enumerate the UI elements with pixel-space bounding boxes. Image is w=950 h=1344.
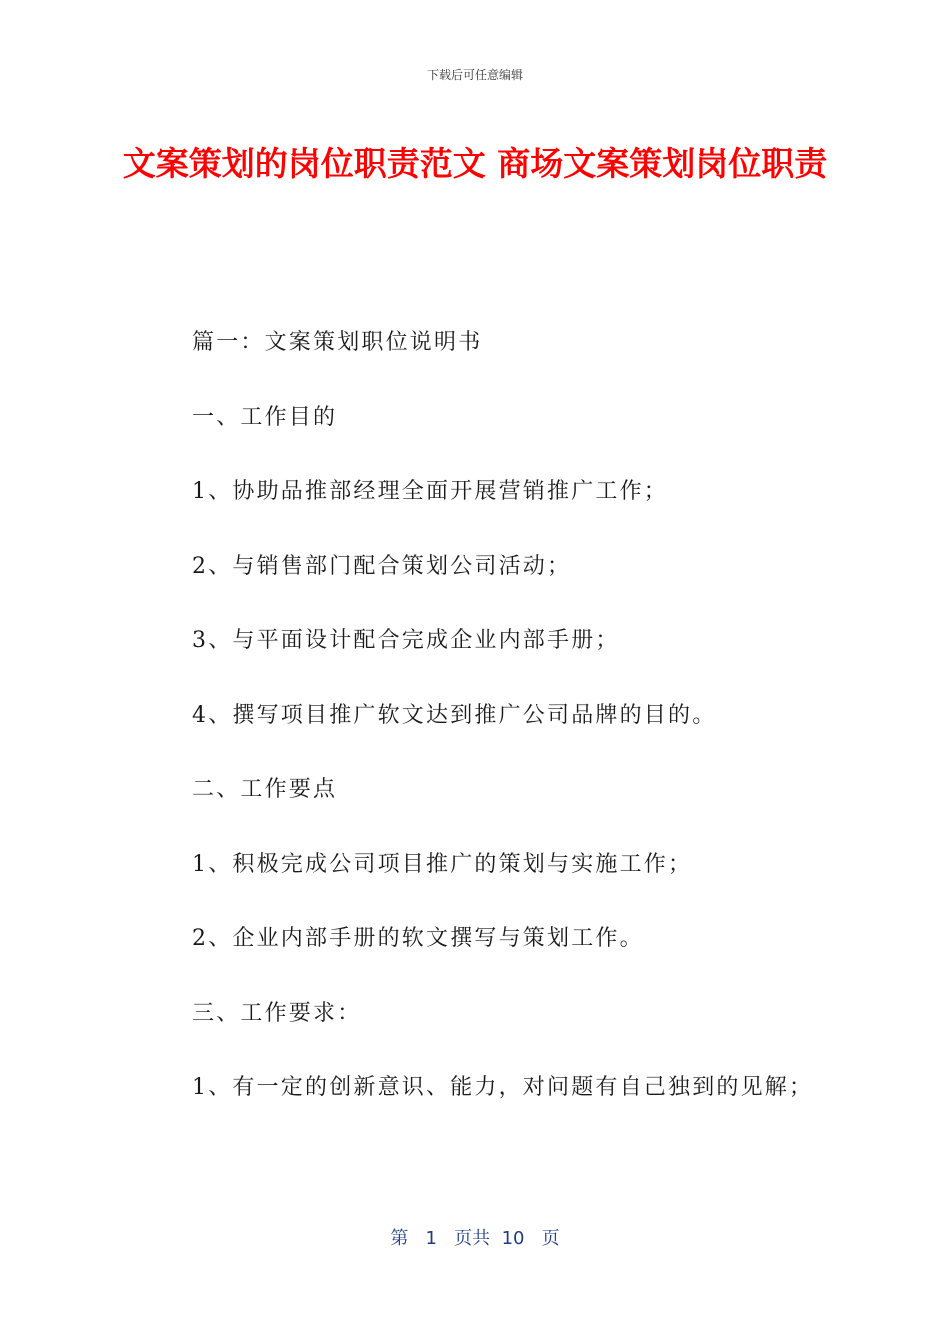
header-note: 下载后可任意编辑: [426, 68, 523, 82]
body-line: 二、工作要点: [192, 777, 338, 802]
document-body: [192, 325, 832, 1145]
body-line: 2、与销售部门配合策划公司活动；: [192, 553, 572, 579]
footer-prefix: 第: [390, 1228, 409, 1249]
body-line: 篇一：文案策划职位说明书: [192, 330, 483, 355]
footer-total-pages: 10: [501, 1228, 525, 1249]
body-line: 1、协助品推部经理全面开展营销推广工作；: [192, 479, 668, 504]
footer-middle: 页共: [454, 1228, 491, 1249]
body-line: 一、工作目的: [192, 404, 338, 430]
body-line: 三、工作要求：: [192, 1000, 362, 1026]
body-line: 2、企业内部手册的软文撰写与策划工作。: [192, 926, 644, 951]
body-line: 1、积极完成公司项目推广的策划与实施工作；: [192, 851, 693, 877]
document-title: 文案策划的岗位职责范文 商场文案策划岗位职责: [122, 144, 828, 183]
body-line: 1、有一定的创新意识、能力，对问题有自己独到的见解；: [192, 1075, 814, 1100]
page-footer: [0, 1224, 950, 1250]
body-line: 3、与平面设计配合完成企业内部手册；: [192, 628, 620, 653]
body-line: 4、撰写项目推广软文达到推广公司品牌的目的。: [192, 702, 717, 728]
footer-suffix: 页: [541, 1228, 560, 1249]
footer-page-number: 1: [425, 1228, 437, 1249]
